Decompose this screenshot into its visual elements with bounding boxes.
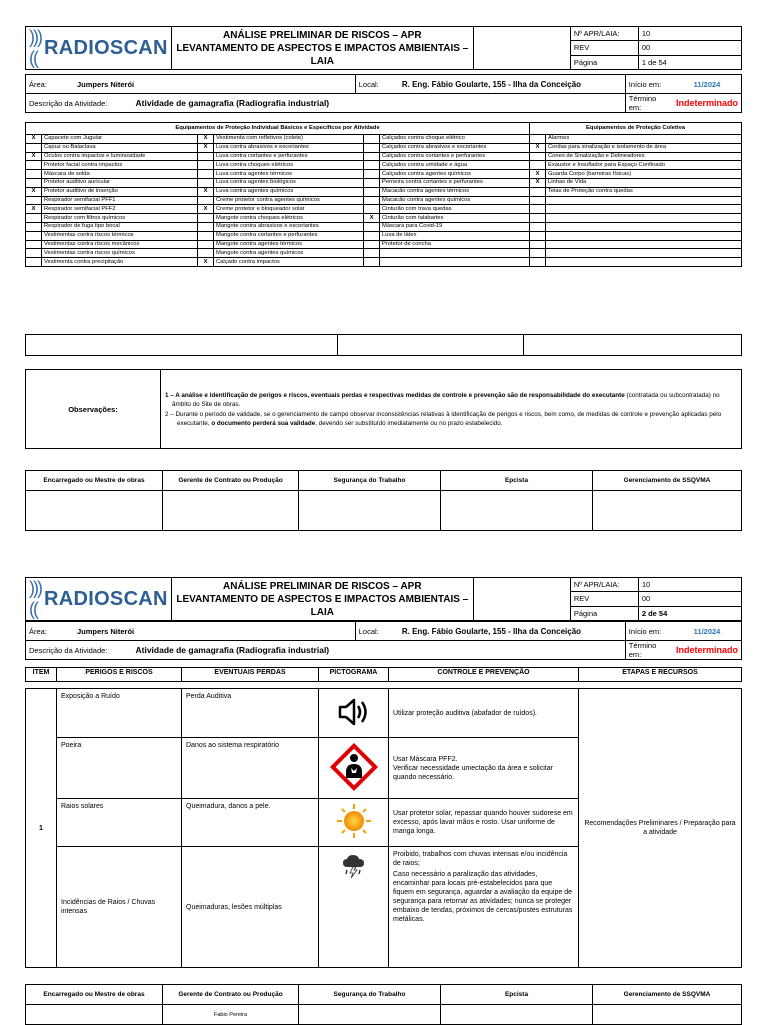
inicio-label: Início em:: [625, 75, 673, 94]
termino-label: Término em:: [625, 641, 673, 660]
epi-check-cell: [530, 258, 546, 267]
epi-row: [26, 178, 742, 187]
epi-item-cell: Macacão contra agentes químicos: [380, 196, 530, 205]
epi-check-cell: [364, 161, 380, 170]
epi-item-cell: Vestimentas contra riscos térmicos: [42, 231, 198, 240]
col-pictograma: PICTOGRAMA: [319, 668, 389, 682]
obs-item-2-rest: , devendo ser substituído imediatamente ou no prazo estabelecido.: [315, 419, 503, 427]
epi-row: [26, 205, 742, 214]
page-number: 1 de 54: [638, 55, 741, 69]
epi-item-cell: Vestimenta contra precipitação: [42, 258, 198, 267]
epi-check-cell: [364, 187, 380, 196]
epi-title: Equipamentos de Proteção Individual Básicos e Específicos por Atividade: [26, 123, 530, 135]
epi-item-cell: [546, 196, 742, 205]
epi-check-cell: [530, 161, 546, 170]
blank-row: [25, 334, 742, 356]
desc-value: Atividade de gamagrafia (Radiografia industrial): [135, 645, 330, 655]
epi-item-cell: Luva contra choques elétricos: [214, 161, 364, 170]
logo-text: RADIOSCAN: [43, 587, 168, 610]
perda-cell: Perda Auditiva: [182, 689, 319, 738]
perigo-cell: Incidências de Raios / Chuvas intensas: [57, 847, 182, 968]
perda-cell: Queimadura, danos a pele.: [182, 799, 319, 847]
controle-text: Verificar necessidade umectação da área e solicitar quando necessário.: [393, 764, 553, 781]
epi-check-cell: X: [26, 187, 42, 196]
epi-check-cell: [26, 214, 42, 223]
epi-check-cell: [530, 152, 546, 161]
controle-text: Caso necessário a paralização das atividades, encaminhar para locais pré-estabelecidos para que fiquem em segurança, aguardar a avaliação da equipe de segurança para retornar as atividades; nunca se proteger embaixo de tendas, próximos de cercas/postes estruturas metálicas.: [393, 871, 573, 923]
epi-item-cell: Linhas de Vida: [546, 178, 742, 187]
epi-check-cell: X: [530, 178, 546, 187]
epi-item-cell: Exaustor e Insuflador para Espaço Confinado: [546, 161, 742, 170]
epi-item-cell: Protetor auditivo de inserção: [42, 187, 198, 196]
epi-item-cell: Luva contra abrasivos e escoriantes: [214, 143, 364, 152]
epi-item-cell: [380, 249, 530, 258]
title-line-1: ANÁLISE PRELIMINAR DE RISCOS – APR: [223, 580, 422, 592]
epi-check-cell: X: [198, 143, 214, 152]
perda-cell: Queimaduras, lesões múltiplas: [182, 847, 319, 968]
epi-check-cell: [530, 222, 546, 231]
epi-item-cell: [546, 249, 742, 258]
epi-item-cell: Alarmes: [546, 135, 742, 144]
epi-check-cell: [364, 222, 380, 231]
sig-encarregado: Encarregado ou Mestre de obras: [26, 471, 163, 491]
sig-encarregado: Encarregado ou Mestre de obras: [26, 985, 163, 1005]
desc-cell: [26, 94, 356, 113]
epi-check-cell: X: [26, 152, 42, 161]
termino-label: Término em:: [625, 94, 673, 113]
epi-row: [26, 135, 742, 144]
epi-item-cell: Calçados contra agentes químicos: [380, 170, 530, 179]
risk-table: [25, 667, 742, 968]
signatures-page1: [25, 470, 742, 531]
logo-text: RADIOSCAN: [43, 36, 168, 59]
epi-item-cell: Calçados contra umidade e água: [380, 161, 530, 170]
col-perdas: EVENTUAIS PERDAS: [182, 668, 319, 682]
epi-item-cell: [546, 231, 742, 240]
sig-epcista: Epcista: [441, 471, 593, 491]
epi-check-cell: [364, 249, 380, 258]
hearing-protection-icon: [336, 695, 372, 729]
epi-item-cell: Calçados contra choque elétrico: [380, 135, 530, 144]
epi-check-cell: [530, 196, 546, 205]
inicio-value: 11/2024: [673, 75, 742, 94]
observations-table: [25, 369, 742, 449]
termino-value: Indeterminado: [673, 94, 742, 113]
sig-ssqvma: Gerenciamento de SSQVMA: [593, 471, 742, 491]
epi-item-cell: Mangote contra agentes térmicos: [214, 240, 364, 249]
apr-label: Nº APR/LAIA:: [570, 578, 638, 592]
sig-seguranca: Segurança do Trabalho: [299, 985, 441, 1005]
epi-item-cell: Perneira contra cortantes e perfurantes: [380, 178, 530, 187]
epi-row: [26, 161, 742, 170]
epi-item-cell: Calçados contra cortantes e perfurantes: [380, 152, 530, 161]
epi-row: [26, 249, 742, 258]
sig-gerente: Gerente de Contrato ou Produção: [163, 471, 299, 491]
epi-item-cell: Luva contra cortantes e perfurantes: [214, 152, 364, 161]
epi-check-cell: [530, 214, 546, 223]
epi-check-cell: X: [198, 258, 214, 267]
epi-check-cell: [530, 249, 546, 258]
epi-row: [26, 240, 742, 249]
epi-check-cell: [26, 249, 42, 258]
rev-value: 00: [638, 41, 741, 55]
epi-check-cell: [198, 170, 214, 179]
local-label: Local:: [355, 622, 399, 641]
epi-item-cell: Vestimenta com refletivos (colete): [214, 135, 364, 144]
area-label: Área:: [26, 622, 75, 641]
apr-value: 10: [638, 27, 741, 41]
area-value: Jumpers Niterói: [74, 622, 355, 641]
epi-item-cell: [546, 205, 742, 214]
epi-item-cell: Protetor facial contra impactos: [42, 161, 198, 170]
sig-seguranca: Segurança do Trabalho: [299, 471, 441, 491]
epi-check-cell: [364, 196, 380, 205]
epi-item-cell: Calçado contra impactos: [214, 258, 364, 267]
col-etapas: ETAPAS E RECURSOS: [579, 668, 742, 682]
epi-check-cell: [198, 231, 214, 240]
apr-label: Nº APR/LAIA:: [570, 27, 638, 41]
signer-name: Fabio Pereira: [163, 1005, 299, 1025]
epi-item-cell: [546, 222, 742, 231]
controle-text: Usar Máscara PFF2.: [393, 755, 458, 763]
epi-item-cell: Óculos contra impactos e luminosidade: [42, 152, 198, 161]
desc-cell: [26, 641, 356, 660]
col-controle: CONTROLE E PREVENÇÃO: [389, 668, 579, 682]
termino-value: Indeterminado: [673, 641, 742, 660]
perigo-cell: Exposição a Ruído: [57, 689, 182, 738]
epi-row: [26, 196, 742, 205]
epi-check-cell: [364, 135, 380, 144]
item-number: 1: [26, 689, 57, 968]
epi-check-cell: [198, 222, 214, 231]
controle-cell: [389, 799, 579, 847]
perigo-cell: Poeira: [57, 738, 182, 799]
epi-check-cell: [198, 161, 214, 170]
epi-item-cell: [546, 240, 742, 249]
page1-info: [25, 74, 742, 113]
page2-info: [25, 621, 742, 660]
epi-check-cell: [198, 214, 214, 223]
storm-icon: [341, 853, 367, 879]
area-value: Jumpers Niterói: [74, 75, 355, 94]
epi-item-cell: Respirador de fuga tipo bocal: [42, 222, 198, 231]
epi-check-cell: X: [530, 170, 546, 179]
epi-check-cell: [364, 205, 380, 214]
epi-item-cell: Protetor auditivo auricular: [42, 178, 198, 187]
epi-item-cell: Mangote contra cortantes e perfurantes: [214, 231, 364, 240]
page2-header: [25, 577, 742, 621]
epi-item-cell: Mangote contra agentes químicos: [214, 249, 364, 258]
epi-item-cell: Luva contra agentes biológicos: [214, 178, 364, 187]
epi-check-cell: [26, 170, 42, 179]
epi-table: [25, 122, 742, 267]
epi-item-cell: [380, 258, 530, 267]
obs-item-2-bold: o documento perderá sua validade: [211, 419, 316, 427]
controle-text: Utilizar proteção auditiva (abafador de ruídos).: [393, 709, 537, 717]
col-item: ITEM: [26, 668, 57, 682]
epi-check-cell: X: [198, 205, 214, 214]
page-label: Página: [570, 55, 638, 69]
pictogram-cell: [319, 799, 389, 847]
epi-row: [26, 231, 742, 240]
epi-item-cell: Cordas para sinalização e isolamento de área: [546, 143, 742, 152]
observations-label: Observações:: [26, 370, 161, 449]
perda-cell: Danos ao sistema respiratório: [182, 738, 319, 799]
local-label: Local:: [355, 75, 399, 94]
epi-check-cell: [26, 178, 42, 187]
controle-cell: [389, 689, 579, 738]
sig-gerente: Gerente de Contrato ou Produção: [163, 985, 299, 1005]
page-label: Página: [570, 606, 638, 620]
obs-item-1-rest: (contratada ou subcontratada) no âmbito do Site de obras.: [172, 391, 720, 408]
apr-value: 10: [638, 578, 741, 592]
epi-item-cell: Macacão contra agentes térmicos: [380, 187, 530, 196]
epi-item-cell: Máscara para Covid-19: [380, 222, 530, 231]
page1-header: [25, 26, 742, 70]
epi-check-cell: [530, 135, 546, 144]
epi-item-cell: [546, 258, 742, 267]
inicio-value: 11/2024: [673, 622, 742, 641]
signatures-page2: [25, 984, 742, 1025]
controle-cell: [389, 847, 579, 968]
epi-check-cell: [364, 143, 380, 152]
epi-check-cell: [530, 231, 546, 240]
epi-check-cell: X: [198, 187, 214, 196]
epi-item-cell: Creme protetor e bloqueador solar: [214, 205, 364, 214]
epi-row: [26, 222, 742, 231]
epi-item-cell: Vestimentas contra riscos mecânicos: [42, 240, 198, 249]
epi-row: [26, 170, 742, 179]
epi-item-cell: Cinturão com talabartes: [380, 214, 530, 223]
epi-item-cell: Mangote contra abrasivos e escoriantes: [214, 222, 364, 231]
controle-cell: [389, 738, 579, 799]
epi-item-cell: Mangote contra choques elétricos: [214, 214, 364, 223]
perigo-cell: Raios solares: [57, 799, 182, 847]
epi-item-cell: Máscara de solda: [42, 170, 198, 179]
epi-check-cell: [364, 178, 380, 187]
epi-check-cell: X: [26, 135, 42, 144]
epi-check-cell: [364, 231, 380, 240]
epi-check-cell: X: [364, 214, 380, 223]
epi-check-cell: [530, 240, 546, 249]
title-line-2: LEVANTAMENTO DE ASPECTOS E IMPACTOS AMBIENTAIS – LAIA: [176, 593, 469, 618]
epi-row: [26, 187, 742, 196]
epi-item-cell: [546, 214, 742, 223]
desc-label: Descrição da Atividade:: [29, 99, 108, 108]
epi-item-cell: Luva contra agentes térmicos: [214, 170, 364, 179]
pictogram-cell: [319, 689, 389, 738]
epi-check-cell: [198, 178, 214, 187]
epi-item-cell: Calçados contra abrasivos e escoriantes: [380, 143, 530, 152]
epi-check-cell: [26, 161, 42, 170]
document-title: [171, 578, 473, 621]
epi-check-cell: [198, 240, 214, 249]
health-hazard-icon: [329, 742, 379, 792]
epi-check-cell: X: [26, 205, 42, 214]
area-label: Área:: [26, 75, 75, 94]
epi-check-cell: [198, 152, 214, 161]
epi-check-cell: [26, 240, 42, 249]
epi-item-cell: Respirador semifacial PFF2: [42, 205, 198, 214]
epi-item-cell: Creme protetor contra agentes químicos: [214, 196, 364, 205]
epi-check-cell: [530, 187, 546, 196]
epi-check-cell: X: [198, 135, 214, 144]
epi-check-cell: [26, 196, 42, 205]
epi-check-cell: [26, 231, 42, 240]
epi-check-cell: [364, 240, 380, 249]
sig-ssqvma: Gerenciamento de SSQVMA: [593, 985, 742, 1005]
epi-check-cell: X: [530, 143, 546, 152]
pictogram-cell: [319, 738, 389, 799]
epi-check-cell: [364, 170, 380, 179]
controle-text: Usar protetor solar, repassar quando houver sudorese em excesso, após lavar mãos e rosto. Usar uniforme de manga longa.: [393, 810, 573, 835]
local-value: R. Eng. Fábio Goularte, 155 - Ilha da Conceição: [399, 622, 625, 641]
sig-epcista: Epcista: [441, 985, 593, 1005]
col-perigos: PERIGOS E RISCOS: [57, 668, 182, 682]
title-line-2: LEVANTAMENTO DE ASPECTOS E IMPACTOS AMBIENTAIS – LAIA: [176, 42, 469, 67]
epi-item-cell: Respirador semifacial PFF1: [42, 196, 198, 205]
epi-item-cell: Cinturão com trava quedas: [380, 205, 530, 214]
epi-item-cell: Luva de látex: [380, 231, 530, 240]
obs-item-1: 1 – A análise e identificação de perigos e riscos, eventuais perdas e respectivas medidas de controle e prevenção são de responsabilidade do executante: [165, 391, 625, 399]
sun-icon: [336, 803, 372, 839]
document-title: [171, 27, 473, 70]
rev-label: REV: [570, 592, 638, 606]
controle-text: Proibido, trabalhos com chuvas intensas e/ou incidência de raios;: [393, 851, 568, 867]
epc-title: Equipamentos de Proteção Coletiva: [530, 123, 742, 135]
epi-row: [26, 258, 742, 267]
epi-check-cell: [364, 152, 380, 161]
epi-item-cell: Vestimentas contra riscos químicos: [42, 249, 198, 258]
obs-item-2: 2 – Durante o período de validade, se o gerenciamento de campo observar inconsistências relativas à identificação de perigos e riscos, bem como, de medidas de controle e prevenção aplicadas pelo executante,: [165, 410, 722, 427]
epi-check-cell: [26, 222, 42, 231]
epi-check-cell: [26, 143, 42, 152]
rev-value: 00: [638, 592, 741, 606]
epi-check-cell: [198, 196, 214, 205]
epi-item-cell: Capuz ou Balaclava: [42, 143, 198, 152]
desc-label: Descrição da Atividade:: [29, 646, 108, 655]
radioscan-logo-icon: )))((: [29, 578, 41, 619]
title-line-1: ANÁLISE PRELIMINAR DE RISCOS – APR: [223, 29, 422, 41]
page-number: 2 de 54: [638, 606, 741, 620]
epi-check-cell: [530, 205, 546, 214]
inicio-label: Início em:: [625, 622, 673, 641]
epi-item-cell: Telas de Proteção contra quedas: [546, 187, 742, 196]
logo-cell: [26, 27, 172, 70]
epi-check-cell: [198, 249, 214, 258]
epi-item-cell: Cones de Sinalização e Delineadores: [546, 152, 742, 161]
epi-check-cell: [26, 258, 42, 267]
local-value: R. Eng. Fábio Goularte, 155 - Ilha da Conceição: [399, 75, 625, 94]
pictogram-cell: [319, 847, 389, 968]
epi-row: [26, 143, 742, 152]
epi-item-cell: Protetor de concha: [380, 240, 530, 249]
epi-item-cell: Respirador com filtros químicos: [42, 214, 198, 223]
epi-item-cell: Luva contra agentes químicos: [214, 187, 364, 196]
observations-text: [161, 370, 742, 449]
epi-row: [26, 152, 742, 161]
desc-value: Atividade de gamagrafia (Radiografia industrial): [135, 98, 330, 108]
epi-item-cell: Guarda Corpo (barreiras físicas): [546, 170, 742, 179]
epi-row: [26, 214, 742, 223]
epi-item-cell: Capacete com Jugular: [42, 135, 198, 144]
etapas-cell: Recomendações Preliminares / Preparação para a atividade: [579, 689, 742, 968]
rev-label: REV: [570, 41, 638, 55]
radioscan-logo-icon: )))((: [29, 27, 41, 68]
epi-check-cell: [364, 258, 380, 267]
logo-cell: [26, 578, 172, 621]
